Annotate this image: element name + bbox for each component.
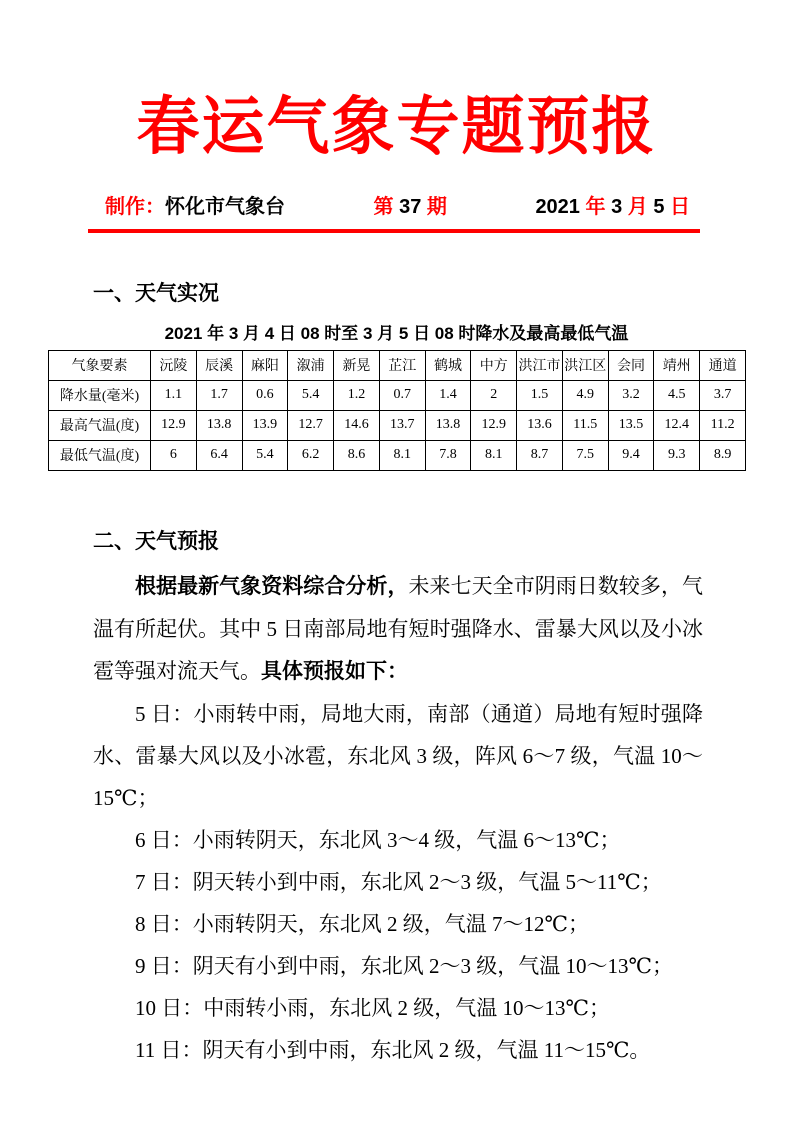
table-cell: 13.5 xyxy=(608,410,654,440)
table-cell: 4.9 xyxy=(562,380,608,410)
table-cell: 14.6 xyxy=(334,410,380,440)
forecast-day-line: 7 日：阴天转小到中雨，东北风 2～3 级，气温 5～11℃； xyxy=(135,869,662,894)
weather-table-head-row xyxy=(49,350,746,380)
producer-name: 怀化市气象台 xyxy=(165,195,285,218)
row-label: 降水量(毫米) xyxy=(49,380,151,410)
table-cell: 9.4 xyxy=(608,440,654,470)
weather-table-body xyxy=(49,380,746,470)
table-cell: 13.8 xyxy=(196,410,242,440)
table-row xyxy=(49,440,746,470)
table-cell: 12.7 xyxy=(288,410,334,440)
table-cell: 1.5 xyxy=(517,380,563,410)
table-cell: 9.3 xyxy=(654,440,700,470)
date-day: 5 xyxy=(653,195,665,218)
column-header: 辰溪 xyxy=(196,350,242,380)
column-header: 麻阳 xyxy=(242,350,288,380)
table-cell: 12.9 xyxy=(151,410,197,440)
producer xyxy=(105,190,285,219)
forecast-day-line: 11 日：阴天有小到中雨，东北风 2 级，气温 11～15℃。 xyxy=(135,1037,651,1062)
forecast-day-line: 9 日：阴天有小到中雨，东北风 2～3 级，气温 10～13℃； xyxy=(135,953,673,978)
table-cell: 13.8 xyxy=(425,410,471,440)
date-day-unit: 日 xyxy=(664,195,690,218)
table-cell: 0.7 xyxy=(379,380,425,410)
section-heading-weather-actual: 一、天气实况 xyxy=(93,280,219,305)
issue-number xyxy=(374,190,447,219)
table-cell: 6.4 xyxy=(196,440,242,470)
column-header: 通道 xyxy=(700,350,746,380)
table-cell: 5.4 xyxy=(288,380,334,410)
producer-label: 制作： xyxy=(105,195,165,218)
table-cell: 8.6 xyxy=(334,440,380,470)
section-heading-weather-forecast: 二、天气预报 xyxy=(93,528,219,553)
forecast-intro-lead: 根据最新气象资料综合分析， xyxy=(135,574,409,598)
date-month-unit: 月 xyxy=(622,195,654,218)
forecast-body xyxy=(93,565,703,1071)
table-cell: 13.6 xyxy=(517,410,563,440)
forecast-intro-tail: 具体预报如下： xyxy=(261,659,408,683)
forecast-list xyxy=(93,693,703,1071)
forecast-day-line: 6 日：小雨转阴天，东北风 3～4 级，气温 6～13℃； xyxy=(135,827,621,852)
table-cell: 6 xyxy=(151,440,197,470)
issue-value: 37 xyxy=(399,195,422,218)
table-cell: 8.1 xyxy=(471,440,517,470)
column-header: 芷江 xyxy=(379,350,425,380)
table-cell: 3.2 xyxy=(608,380,654,410)
issue-date xyxy=(535,190,690,219)
weather-table-title: 2021 年 3 月 4 日 08 时至 3 月 5 日 08 时降水及最高最低气温 xyxy=(164,323,629,343)
column-header: 新晃 xyxy=(334,350,380,380)
table-row xyxy=(49,380,746,410)
column-header: 洪江市 xyxy=(517,350,563,380)
table-cell: 1.7 xyxy=(196,380,242,410)
forecast-day-line: 10 日：中雨转小雨，东北风 2 级，气温 10～13℃； xyxy=(135,995,610,1020)
table-cell: 3.7 xyxy=(700,380,746,410)
table-cell: 12.4 xyxy=(654,410,700,440)
document-title: 春运气象专题预报 xyxy=(136,92,657,162)
forecast-day-line: 8 日：小雨转阴天，东北风 2 级，气温 7～12℃； xyxy=(135,911,589,936)
table-cell: 11.5 xyxy=(562,410,608,440)
column-header: 鹤城 xyxy=(425,350,471,380)
table-cell: 1.1 xyxy=(151,380,197,410)
table-row xyxy=(49,410,746,440)
date-month: 3 xyxy=(611,195,623,218)
column-header: 溆浦 xyxy=(288,350,334,380)
table-cell: 11.2 xyxy=(700,410,746,440)
row-label: 最高气温(度) xyxy=(49,410,151,440)
weather-observation-table xyxy=(48,350,746,471)
table-cell: 2 xyxy=(471,380,517,410)
row-label: 最低气温(度) xyxy=(49,440,151,470)
column-header: 气象要素 xyxy=(49,350,151,380)
table-cell: 13.9 xyxy=(242,410,288,440)
date-year: 2021 xyxy=(535,195,580,218)
table-cell: 5.4 xyxy=(242,440,288,470)
table-cell: 8.1 xyxy=(379,440,425,470)
table-cell: 4.5 xyxy=(654,380,700,410)
column-header: 中方 xyxy=(471,350,517,380)
forecast-intro-paragraph xyxy=(93,565,703,693)
table-cell: 1.2 xyxy=(334,380,380,410)
table-cell: 7.5 xyxy=(562,440,608,470)
table-cell: 13.7 xyxy=(379,410,425,440)
table-cell: 0.6 xyxy=(242,380,288,410)
column-header: 洪江区 xyxy=(562,350,608,380)
forecast-intro-text: 未来七天全市阴雨日数较多，气温有所起伏。其中 5 日南部局地有短时强降水、雷暴大风以及小冰雹等强对流天气。 xyxy=(93,573,703,683)
issue-prefix: 第 xyxy=(373,195,400,218)
masthead-divider-rule xyxy=(88,229,700,233)
date-year-unit: 年 xyxy=(579,195,612,218)
column-header: 会同 xyxy=(608,350,654,380)
table-cell: 7.8 xyxy=(425,440,471,470)
table-cell: 8.9 xyxy=(700,440,746,470)
issue-suffix: 期 xyxy=(421,195,447,218)
table-cell: 12.9 xyxy=(471,410,517,440)
forecast-day-line: 5 日：小雨转中雨，局地大雨，南部（通道）局地有短时强降水、雷暴大风以及小冰雹，东北风 3 级，阵风 6～7 级，气温 10～15℃； xyxy=(93,701,703,810)
table-cell: 8.7 xyxy=(517,440,563,470)
column-header: 靖州 xyxy=(654,350,700,380)
column-header: 沅陵 xyxy=(151,350,197,380)
masthead xyxy=(105,190,690,219)
table-cell: 1.4 xyxy=(425,380,471,410)
table-cell: 6.2 xyxy=(288,440,334,470)
